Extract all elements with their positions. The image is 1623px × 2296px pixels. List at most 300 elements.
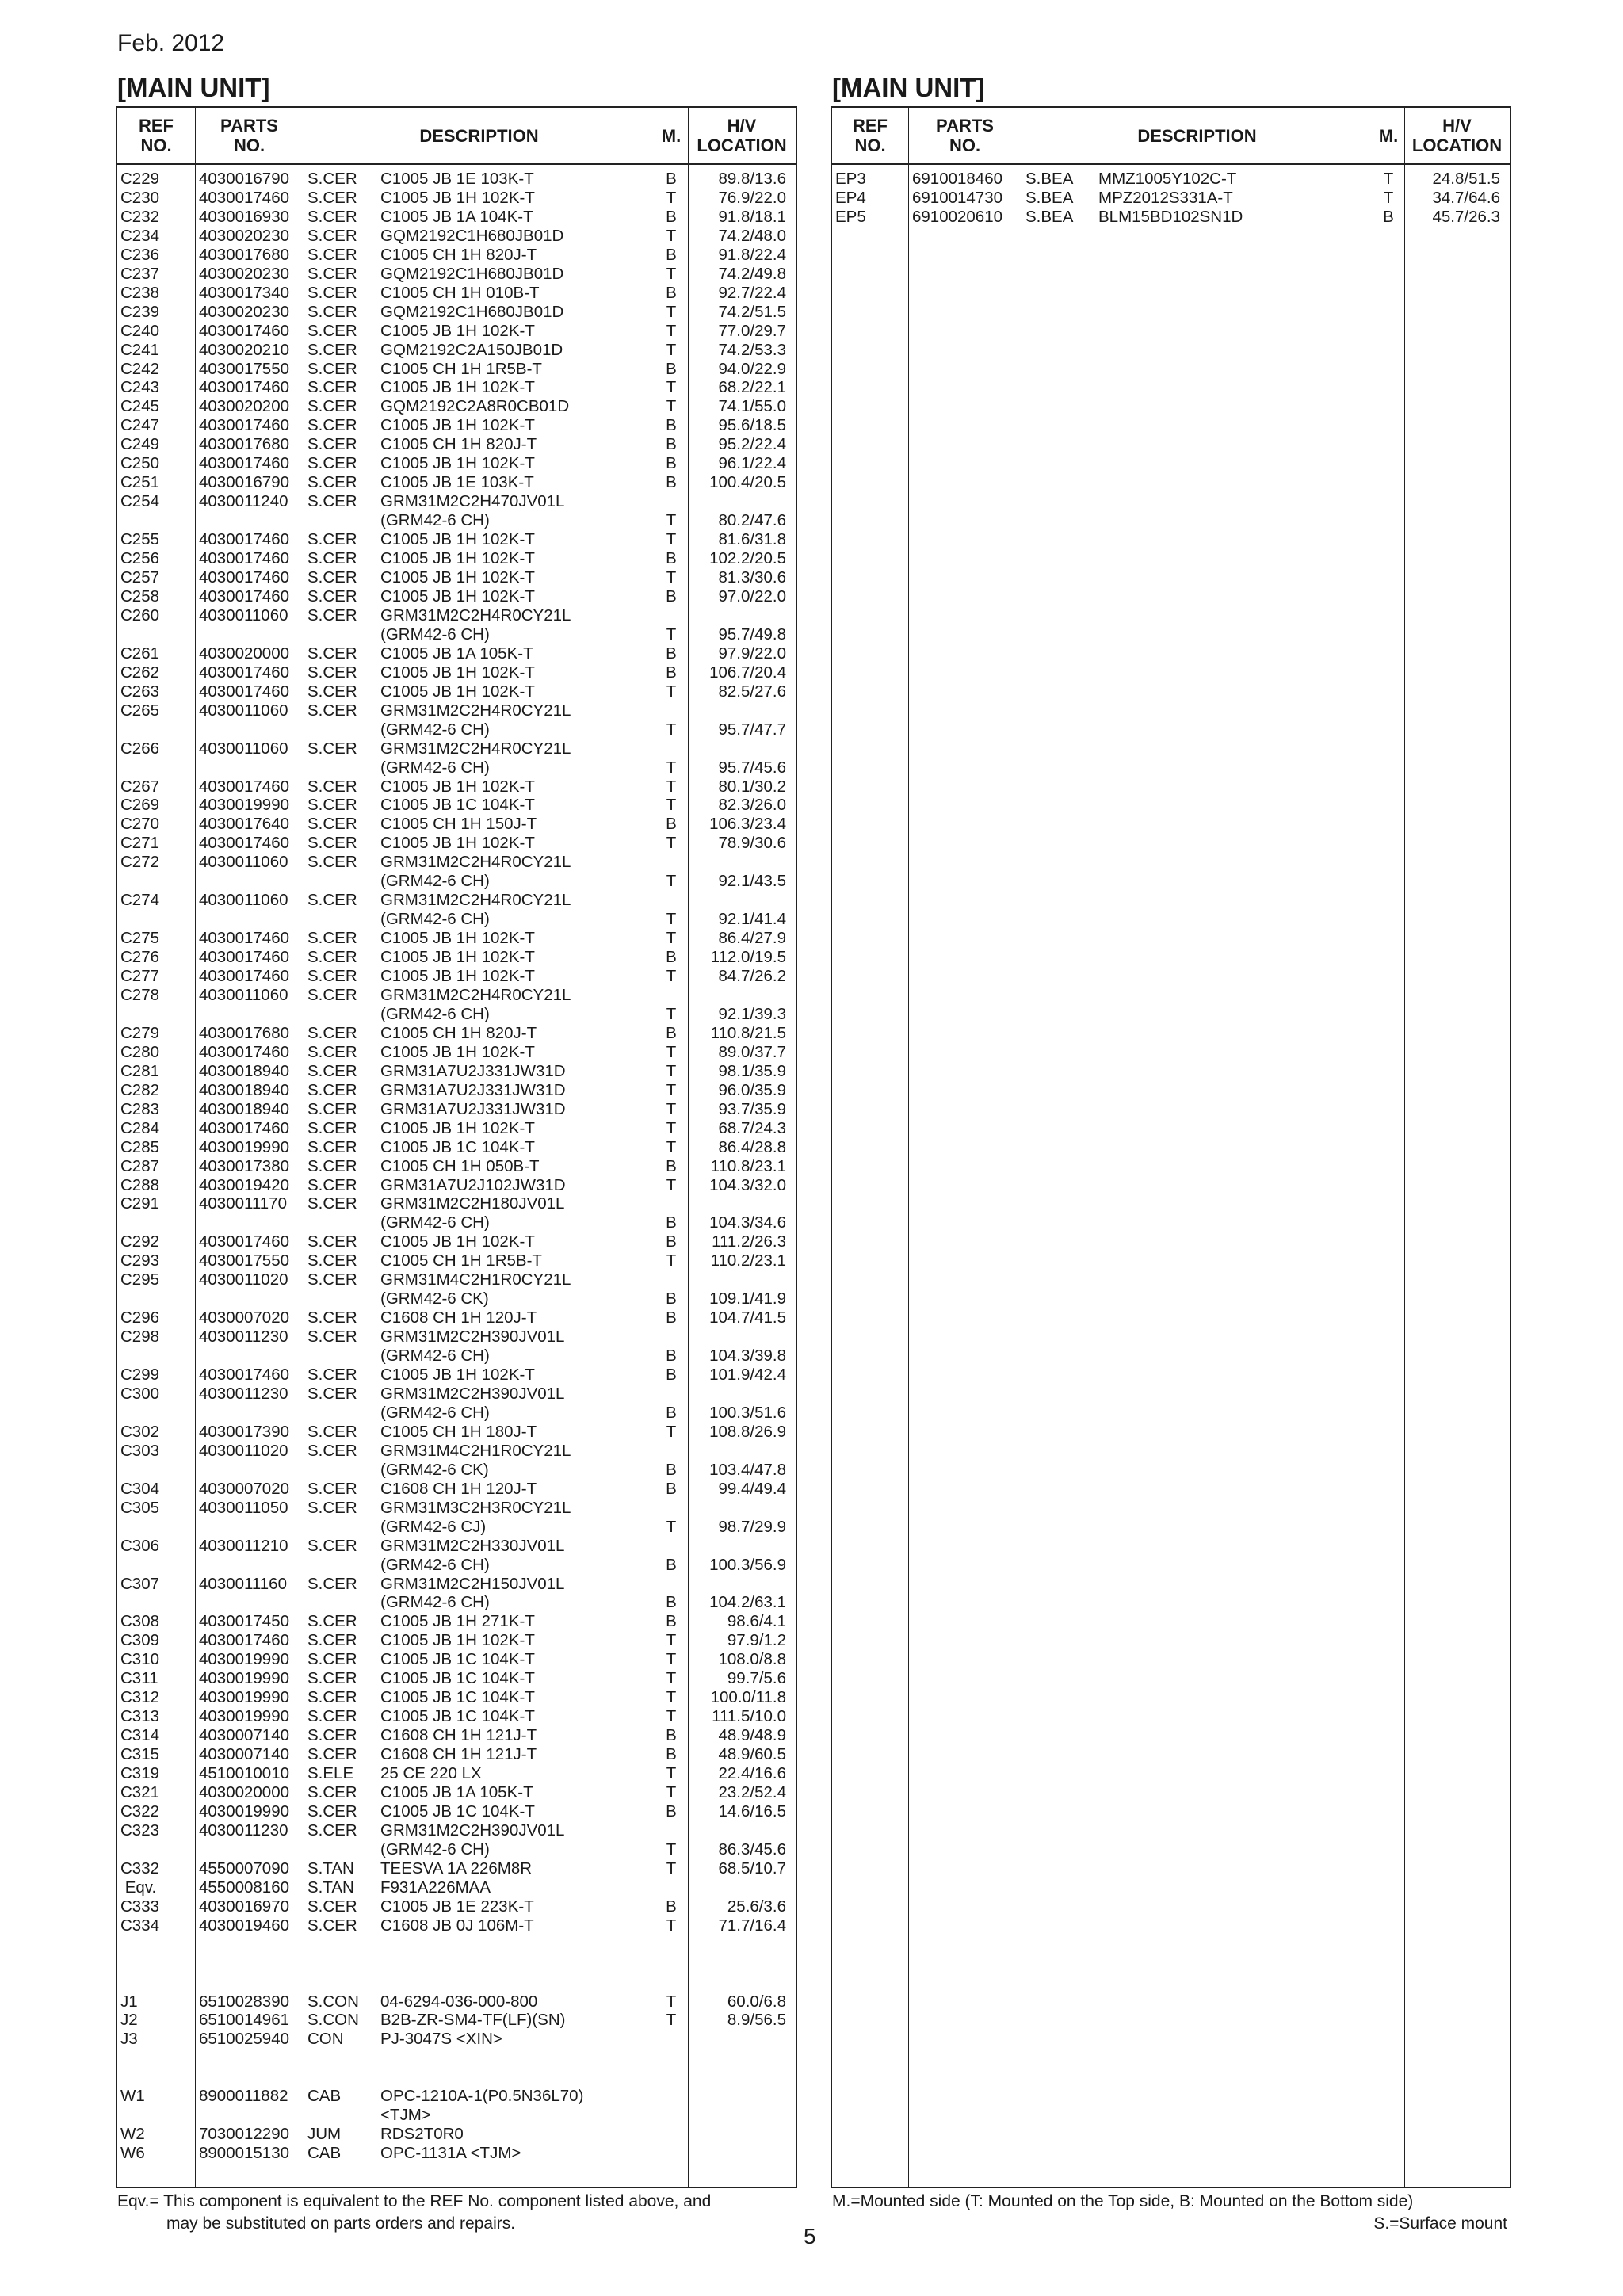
- mounted-side-cell: T: [666, 1061, 677, 1080]
- ref-no-cell: C265: [120, 701, 160, 720]
- hv-location-cell: 95.2/22.4: [718, 435, 786, 454]
- category-cell: S.CER: [307, 1118, 357, 1137]
- table-row: [117, 189, 796, 208]
- parts-no-cell: 4030011240: [199, 492, 288, 511]
- description-cell: GQM2192C1H680JB01D: [380, 226, 564, 245]
- parts-no-cell: 4030011060: [199, 701, 288, 720]
- ref-no-cell: C229: [120, 170, 160, 188]
- table-row: [117, 1973, 796, 1992]
- parts-no-cell: 4030017640: [199, 815, 290, 834]
- hv-location-cell: 86.4/28.8: [718, 1137, 786, 1156]
- category-cell: S.CER: [307, 1612, 357, 1631]
- ref-no-cell: C262: [120, 663, 160, 682]
- parts-no-cell: 4030017460: [199, 378, 290, 397]
- mounted-side-cell: T: [666, 397, 677, 416]
- hv-location-cell: 98.1/35.9: [718, 1061, 786, 1080]
- table-row: [117, 587, 796, 606]
- table-row: [117, 1005, 796, 1024]
- description-cell: (GRM42-6 CH): [380, 511, 490, 530]
- description-cell: (GRM42-6 CH): [380, 910, 490, 929]
- category-cell: S.CER: [307, 283, 357, 302]
- table-row: [117, 777, 796, 797]
- ref-no-cell: C245: [120, 397, 160, 416]
- description-cell: GRM31M4C2H1R0CY21L: [380, 1270, 571, 1289]
- hv-location-cell: 92.1/43.5: [718, 872, 786, 891]
- description-cell: C1005 JB 1H 102K-T: [380, 967, 535, 986]
- category-cell: S.ELE: [307, 1764, 354, 1783]
- description-cell: C1608 CH 1H 121J-T: [380, 1745, 537, 1764]
- parts-no-cell: 4030017460: [199, 1042, 290, 1061]
- mounted-side-cell: T: [666, 834, 677, 853]
- category-cell: S.CER: [307, 929, 357, 948]
- ref-no-cell: C304: [120, 1479, 160, 1498]
- description-cell: C1005 JB 1H 102K-T: [380, 834, 535, 853]
- mounted-side-cell: B: [666, 454, 677, 473]
- category-cell: S.CER: [307, 1916, 357, 1935]
- hv-location-cell: 76.9/22.0: [718, 188, 786, 207]
- category-cell: CAB: [307, 2087, 342, 2106]
- mounted-side-cell: B: [666, 170, 677, 188]
- table-row: [117, 1270, 796, 1289]
- table-row: [117, 1194, 796, 1213]
- ref-no-cell: C309: [120, 1631, 160, 1650]
- table-row: [117, 1081, 796, 1100]
- hv-location-cell: 109.1/41.9: [709, 1289, 786, 1308]
- mounted-side-cell: B: [666, 207, 677, 226]
- table-row: [117, 720, 796, 739]
- mounted-side-cell: T: [666, 796, 677, 815]
- ref-no-cell: C313: [120, 1707, 160, 1726]
- parts-no-cell: 4030017460: [199, 967, 290, 986]
- ref-no-cell: C249: [120, 435, 160, 454]
- mounted-side-cell: B: [666, 473, 677, 492]
- parts-no-cell: 6910014730: [912, 188, 1003, 207]
- mounted-side-cell: T: [666, 1422, 677, 1441]
- hv-location-cell: 25.6/3.6: [727, 1897, 786, 1916]
- ref-no-cell: J2: [120, 2011, 138, 2030]
- ref-no-cell: C315: [120, 1745, 160, 1764]
- ref-no-cell: C332: [120, 1859, 160, 1878]
- parts-no-cell: 4030020000: [199, 1783, 290, 1802]
- ref-no-cell: C261: [120, 644, 160, 663]
- mounted-side-cell: T: [666, 511, 677, 530]
- parts-no-cell: 4030017450: [199, 1612, 290, 1631]
- description-cell: TEESVA 1A 226M8R: [380, 1859, 533, 1878]
- hv-location-cell: 95.6/18.5: [718, 416, 786, 435]
- description-cell: C1005 JB 1H 271K-T: [380, 1612, 535, 1631]
- mounted-side-cell: T: [666, 188, 677, 207]
- description-cell: GRM31M2C2H330JV01L: [380, 1536, 565, 1555]
- mounted-side-cell: B: [666, 1479, 677, 1498]
- ref-no-cell: C232: [120, 207, 160, 226]
- hv-location-cell: 97.9/22.0: [718, 644, 786, 663]
- category-cell: S.CER: [307, 416, 357, 435]
- table-row: [117, 929, 796, 948]
- parts-no-cell: 4030019990: [199, 796, 290, 815]
- parts-no-cell: 4030011060: [199, 853, 288, 872]
- document-date: Feb. 2012: [117, 30, 225, 56]
- parts-no-cell: 4030019990: [199, 1137, 290, 1156]
- category-cell: S.CER: [307, 948, 357, 967]
- mounted-side-cell: T: [666, 777, 677, 796]
- description-cell: C1005 JB 1H 102K-T: [380, 378, 535, 397]
- parts-no-cell: 4550007090: [199, 1859, 290, 1878]
- hv-location-cell: 60.0/6.8: [727, 1992, 786, 2011]
- category-cell: S.CER: [307, 1194, 357, 1213]
- category-cell: S.CER: [307, 815, 357, 834]
- category-cell: S.CER: [307, 796, 357, 815]
- category-cell: S.CER: [307, 397, 357, 416]
- ref-no-cell: C240: [120, 321, 160, 340]
- table-row: [117, 2030, 796, 2049]
- category-cell: S.CER: [307, 492, 357, 511]
- table-row: [117, 1897, 796, 1916]
- header-description: DESCRIPTION: [419, 125, 539, 146]
- description-cell: GRM31M3C2H3R0CY21L: [380, 1498, 571, 1517]
- category-cell: S.CER: [307, 1745, 357, 1764]
- category-cell: S.CON: [307, 2011, 359, 2030]
- ref-no-cell: C276: [120, 948, 160, 967]
- parts-no-cell: 6510025940: [199, 2030, 290, 2049]
- table-row: [117, 2068, 796, 2087]
- description-cell: C1005 JB 1H 102K-T: [380, 1042, 535, 1061]
- ref-no-cell: C300: [120, 1385, 160, 1403]
- hv-location-cell: 104.3/32.0: [709, 1175, 786, 1194]
- mounted-side-cell: T: [666, 1004, 677, 1023]
- category-cell: S.CER: [307, 302, 357, 321]
- mounted-side-cell: B: [666, 1897, 677, 1916]
- hv-location-cell: 104.2/63.1: [709, 1593, 786, 1612]
- ref-no-cell: C323: [120, 1820, 160, 1839]
- category-cell: S.CER: [307, 1783, 357, 1802]
- mounted-side-cell: T: [666, 1175, 677, 1194]
- table-row: [117, 1878, 796, 1897]
- parts-no-cell: 4030017550: [199, 359, 290, 378]
- description-cell: GRM31M2C2H390JV01L: [380, 1820, 565, 1839]
- parts-no-cell: 4030017460: [199, 549, 290, 568]
- mounted-side-cell: T: [666, 226, 677, 245]
- description-cell: C1005 JB 1A 105K-T: [380, 644, 533, 663]
- mounted-side-cell: B: [666, 359, 677, 378]
- category-cell: S.CER: [307, 1897, 357, 1916]
- parts-no-cell: 4030017460: [199, 1631, 290, 1650]
- table-row: [117, 1669, 796, 1688]
- table-row: [117, 1100, 796, 1119]
- parts-no-cell: 4030017460: [199, 948, 290, 967]
- ref-no-cell: C269: [120, 796, 160, 815]
- hv-location-cell: 8.9/56.5: [727, 2011, 786, 2030]
- description-cell: GQM2192C2A8R0CB01D: [380, 397, 570, 416]
- ref-no-cell: C321: [120, 1783, 160, 1802]
- parts-no-cell: 4030019990: [199, 1669, 290, 1688]
- mounted-side-cell: T: [666, 1080, 677, 1099]
- category-cell: S.CER: [307, 1385, 357, 1403]
- ref-no-cell: C263: [120, 682, 160, 701]
- parts-no-cell: 4030016790: [199, 473, 290, 492]
- ref-no-cell: C291: [120, 1194, 160, 1213]
- ref-no-cell: C333: [120, 1897, 160, 1916]
- category-cell: S.CER: [307, 1441, 357, 1460]
- category-cell: S.CER: [307, 359, 357, 378]
- hv-location-cell: 95.7/45.6: [718, 758, 786, 777]
- category-cell: S.CER: [307, 378, 357, 397]
- ref-no-cell: C272: [120, 853, 160, 872]
- table-row: [117, 397, 796, 416]
- description-cell: GRM31M2C2H4R0CY21L: [380, 606, 571, 625]
- table-row: [117, 2106, 796, 2125]
- description-cell: PJ-3047S <XIN>: [380, 2030, 502, 2049]
- parts-no-cell: 4030011060: [199, 606, 288, 625]
- category-cell: JUM: [307, 2125, 342, 2144]
- footnote-equivalent: Eqv.= This component is equivalent to the REF No. component listed above, and may be substituted on parts orders and repairs.: [117, 2192, 712, 2233]
- mounted-side-cell: B: [666, 815, 677, 834]
- parts-no-cell: 4030017550: [199, 1251, 290, 1270]
- category-cell: S.CER: [307, 1707, 357, 1726]
- description-cell: C1005 JB 1A 105K-T: [380, 1783, 533, 1802]
- ref-no-cell: C308: [120, 1612, 160, 1631]
- parts-no-cell: 4030017460: [199, 663, 290, 682]
- ref-no-cell: C302: [120, 1422, 160, 1441]
- table-row: [117, 796, 796, 815]
- description-cell: C1005 JB 1C 104K-T: [380, 1669, 535, 1688]
- description-cell: C1005 JB 1H 102K-T: [380, 663, 535, 682]
- parts-no-cell: 4030019990: [199, 1650, 290, 1669]
- table-row: [117, 1840, 796, 1859]
- category-cell: CON: [307, 2030, 344, 2049]
- parts-no-cell: 8900015130: [199, 2144, 290, 2163]
- description-cell: GRM31M4C2H1R0CY21L: [380, 1441, 571, 1460]
- hv-location-cell: 48.9/48.9: [718, 1726, 786, 1745]
- category-cell: S.CER: [307, 644, 357, 663]
- parts-no-cell: 4030019990: [199, 1688, 290, 1707]
- description-cell: C1005 JB 1H 102K-T: [380, 586, 535, 606]
- hv-location-cell: 98.6/4.1: [727, 1612, 786, 1631]
- table-row: [117, 1499, 796, 1518]
- mounted-side-cell: B: [666, 283, 677, 302]
- table-row: [117, 2011, 796, 2030]
- category-cell: S.CER: [307, 1308, 357, 1328]
- category-cell: S.CER: [307, 1574, 357, 1593]
- description-cell: C1005 JB 1H 102K-T: [380, 188, 535, 207]
- mounted-side-cell: B: [666, 1403, 677, 1422]
- ref-no-cell: W2: [120, 2125, 145, 2144]
- table-row: [117, 815, 796, 834]
- mounted-side-cell: B: [666, 1213, 677, 1232]
- ref-no-cell: C303: [120, 1441, 160, 1460]
- header-description: DESCRIPTION: [1137, 125, 1257, 146]
- hv-location-cell: 104.3/39.8: [709, 1347, 786, 1366]
- category-cell: S.CER: [307, 701, 357, 720]
- category-cell: S.CER: [307, 1820, 357, 1839]
- description-cell: MPZ2012S331A-T: [1098, 188, 1233, 207]
- hv-location-cell: 99.4/49.4: [718, 1479, 786, 1498]
- table-header: [117, 108, 796, 165]
- category-cell: S.CER: [307, 226, 357, 245]
- table-row: [117, 227, 796, 246]
- parts-no-cell: 4030020230: [199, 264, 290, 283]
- description-cell: GRM31M2C2H4R0CY21L: [380, 891, 571, 910]
- description-cell: C1005 CH 1H 180J-T: [380, 1422, 537, 1441]
- right-section-title: [MAIN UNIT]: [832, 73, 985, 102]
- ref-no-cell: C258: [120, 586, 160, 606]
- mounted-side-cell: T: [666, 1764, 677, 1783]
- parts-no-cell: 4030011210: [199, 1536, 288, 1555]
- description-cell: C1005 JB 1C 104K-T: [380, 1137, 535, 1156]
- parts-no-cell: 4030011060: [199, 739, 288, 758]
- ref-no-cell: C282: [120, 1080, 160, 1099]
- table-row: [117, 2049, 796, 2068]
- category-cell: S.CER: [307, 1080, 357, 1099]
- parts-no-cell: 4030020200: [199, 397, 290, 416]
- mounted-side-cell: T: [666, 1099, 677, 1118]
- parts-no-cell: 4030011230: [199, 1820, 288, 1839]
- header-mounted: M.: [1378, 125, 1399, 146]
- left-section-title: [MAIN UNIT]: [117, 73, 270, 102]
- parts-no-cell: 4030018940: [199, 1061, 290, 1080]
- hv-location-cell: 102.2/20.5: [709, 549, 786, 568]
- description-cell: C1608 CH 1H 121J-T: [380, 1726, 537, 1745]
- table-row: [117, 1783, 796, 1802]
- hv-location-cell: 110.8/23.1: [710, 1156, 786, 1175]
- hv-location-cell: 14.6/16.5: [718, 1801, 786, 1820]
- table-row: [117, 1707, 796, 1726]
- hv-location-cell: 74.1/55.0: [718, 397, 786, 416]
- parts-no-cell: 4030007020: [199, 1479, 290, 1498]
- mounted-side-cell: B: [666, 948, 677, 967]
- hv-location-cell: 77.0/29.7: [718, 321, 786, 340]
- parts-no-cell: 4030020230: [199, 226, 290, 245]
- hv-location-cell: 78.9/30.6: [718, 834, 786, 853]
- category-cell: S.CER: [307, 606, 357, 625]
- description-cell: C1005 JB 1H 102K-T: [380, 568, 535, 587]
- table-row: [117, 1385, 796, 1404]
- mounted-side-cell: T: [666, 1783, 677, 1802]
- category-cell: S.CER: [307, 853, 357, 872]
- ref-no-cell: C250: [120, 454, 160, 473]
- mounted-side-cell: T: [666, 568, 677, 587]
- category-cell: S.CER: [307, 1328, 357, 1347]
- hv-location-cell: 74.2/48.0: [718, 226, 786, 245]
- description-cell: C1608 CH 1H 120J-T: [380, 1479, 537, 1498]
- hv-location-cell: 74.2/51.5: [718, 302, 786, 321]
- category-cell: S.CER: [307, 1137, 357, 1156]
- ref-no-cell: C287: [120, 1156, 160, 1175]
- table-row: [117, 1859, 796, 1878]
- hv-location-cell: 84.7/26.2: [718, 967, 786, 986]
- ref-no-cell: C275: [120, 929, 160, 948]
- description-cell: 04-6294-036-000-800: [380, 1992, 538, 2011]
- mounted-side-cell: T: [666, 1251, 677, 1270]
- ref-no-cell: C311: [120, 1669, 158, 1688]
- hv-location-cell: 92.1/41.4: [718, 910, 786, 929]
- ref-no-cell: C230: [120, 188, 160, 207]
- table-row: [117, 853, 796, 872]
- parts-no-cell: 4550008160: [199, 1878, 290, 1897]
- table-row: [117, 986, 796, 1005]
- parts-no-cell: 4030019990: [199, 1707, 290, 1726]
- description-cell: GRM31A7U2J331JW31D: [380, 1080, 566, 1099]
- hv-location-cell: 95.7/47.7: [718, 720, 786, 739]
- mounted-side-cell: T: [666, 1137, 677, 1156]
- mounted-side-cell: T: [666, 1992, 677, 2011]
- ref-no-cell: EP5: [835, 207, 866, 226]
- table-row: [117, 739, 796, 758]
- hv-location-cell: 111.2/26.3: [712, 1232, 786, 1251]
- description-cell: C1005 JB 1E 103K-T: [380, 473, 534, 492]
- ref-no-cell: C236: [120, 245, 160, 264]
- parts-no-cell: 4030019460: [199, 1916, 290, 1935]
- description-cell: C1005 CH 1H 010B-T: [380, 283, 540, 302]
- parts-no-cell: 4030017460: [199, 454, 290, 473]
- mounted-side-cell: B: [666, 549, 677, 568]
- parts-no-cell: 6910020610: [912, 207, 1003, 226]
- table-row: [117, 1138, 796, 1157]
- ref-no-cell: C306: [120, 1536, 160, 1555]
- hv-location-cell: 86.3/45.6: [718, 1839, 786, 1859]
- ref-no-cell: C305: [120, 1498, 160, 1517]
- hv-location-cell: 100.0/11.8: [710, 1688, 786, 1707]
- mounted-side-cell: T: [666, 1631, 677, 1650]
- mounted-side-cell: B: [666, 435, 677, 454]
- ref-no-cell: C292: [120, 1232, 160, 1251]
- category-cell: S.BEA: [1025, 170, 1074, 188]
- parts-no-cell: 4030011170: [199, 1194, 287, 1213]
- hv-location-cell: 108.8/26.9: [709, 1422, 786, 1441]
- description-cell: GQM2192C1H680JB01D: [380, 264, 564, 283]
- ref-no-cell: C334: [120, 1916, 160, 1935]
- table-row: [117, 549, 796, 568]
- parts-no-cell: 6510014961: [199, 2011, 290, 2030]
- ref-no-cell: C283: [120, 1099, 160, 1118]
- category-cell: S.CER: [307, 1270, 357, 1289]
- hv-location-cell: 34.7/64.6: [1432, 188, 1500, 207]
- hv-location-cell: 82.5/27.6: [718, 682, 786, 701]
- table-row: [117, 1593, 796, 1612]
- table-row: [117, 246, 796, 265]
- parts-no-cell: 4030011160: [199, 1574, 287, 1593]
- ref-no-cell: C277: [120, 967, 160, 986]
- table-row: [117, 2087, 796, 2106]
- table-row: [117, 1024, 796, 1043]
- mounted-side-cell: T: [666, 625, 677, 644]
- category-cell: S.CER: [307, 891, 357, 910]
- parts-no-cell: 4030017460: [199, 682, 290, 701]
- mounted-side-cell: B: [666, 1347, 677, 1366]
- parts-table-left: [116, 106, 797, 2188]
- parts-no-cell: 4030007140: [199, 1745, 290, 1764]
- table-row: [117, 682, 796, 701]
- table-row: [117, 834, 796, 853]
- parts-no-cell: 4030011060: [199, 985, 288, 1004]
- description-cell: BLM15BD102SN1D: [1098, 207, 1243, 226]
- description-cell: C1005 JB 1H 102K-T: [380, 777, 535, 796]
- table-body: [832, 170, 1510, 227]
- mounted-side-cell: B: [666, 1308, 677, 1328]
- table-row: [117, 1745, 796, 1764]
- table-row: [117, 701, 796, 720]
- ref-no-cell: W6: [120, 2144, 145, 2163]
- table-row: [117, 1289, 796, 1308]
- category-cell: S.CER: [307, 1175, 357, 1194]
- category-cell: S.TAN: [307, 1878, 354, 1897]
- description-cell: C1005 JB 1H 102K-T: [380, 549, 535, 568]
- category-cell: S.CON: [307, 1992, 359, 2011]
- mounted-side-cell: T: [666, 2011, 677, 2030]
- hv-location-cell: 23.2/52.4: [718, 1783, 786, 1802]
- table-row: [117, 1726, 796, 1745]
- parts-no-cell: 4030017680: [199, 245, 290, 264]
- parts-no-cell: 6510028390: [199, 1992, 290, 2011]
